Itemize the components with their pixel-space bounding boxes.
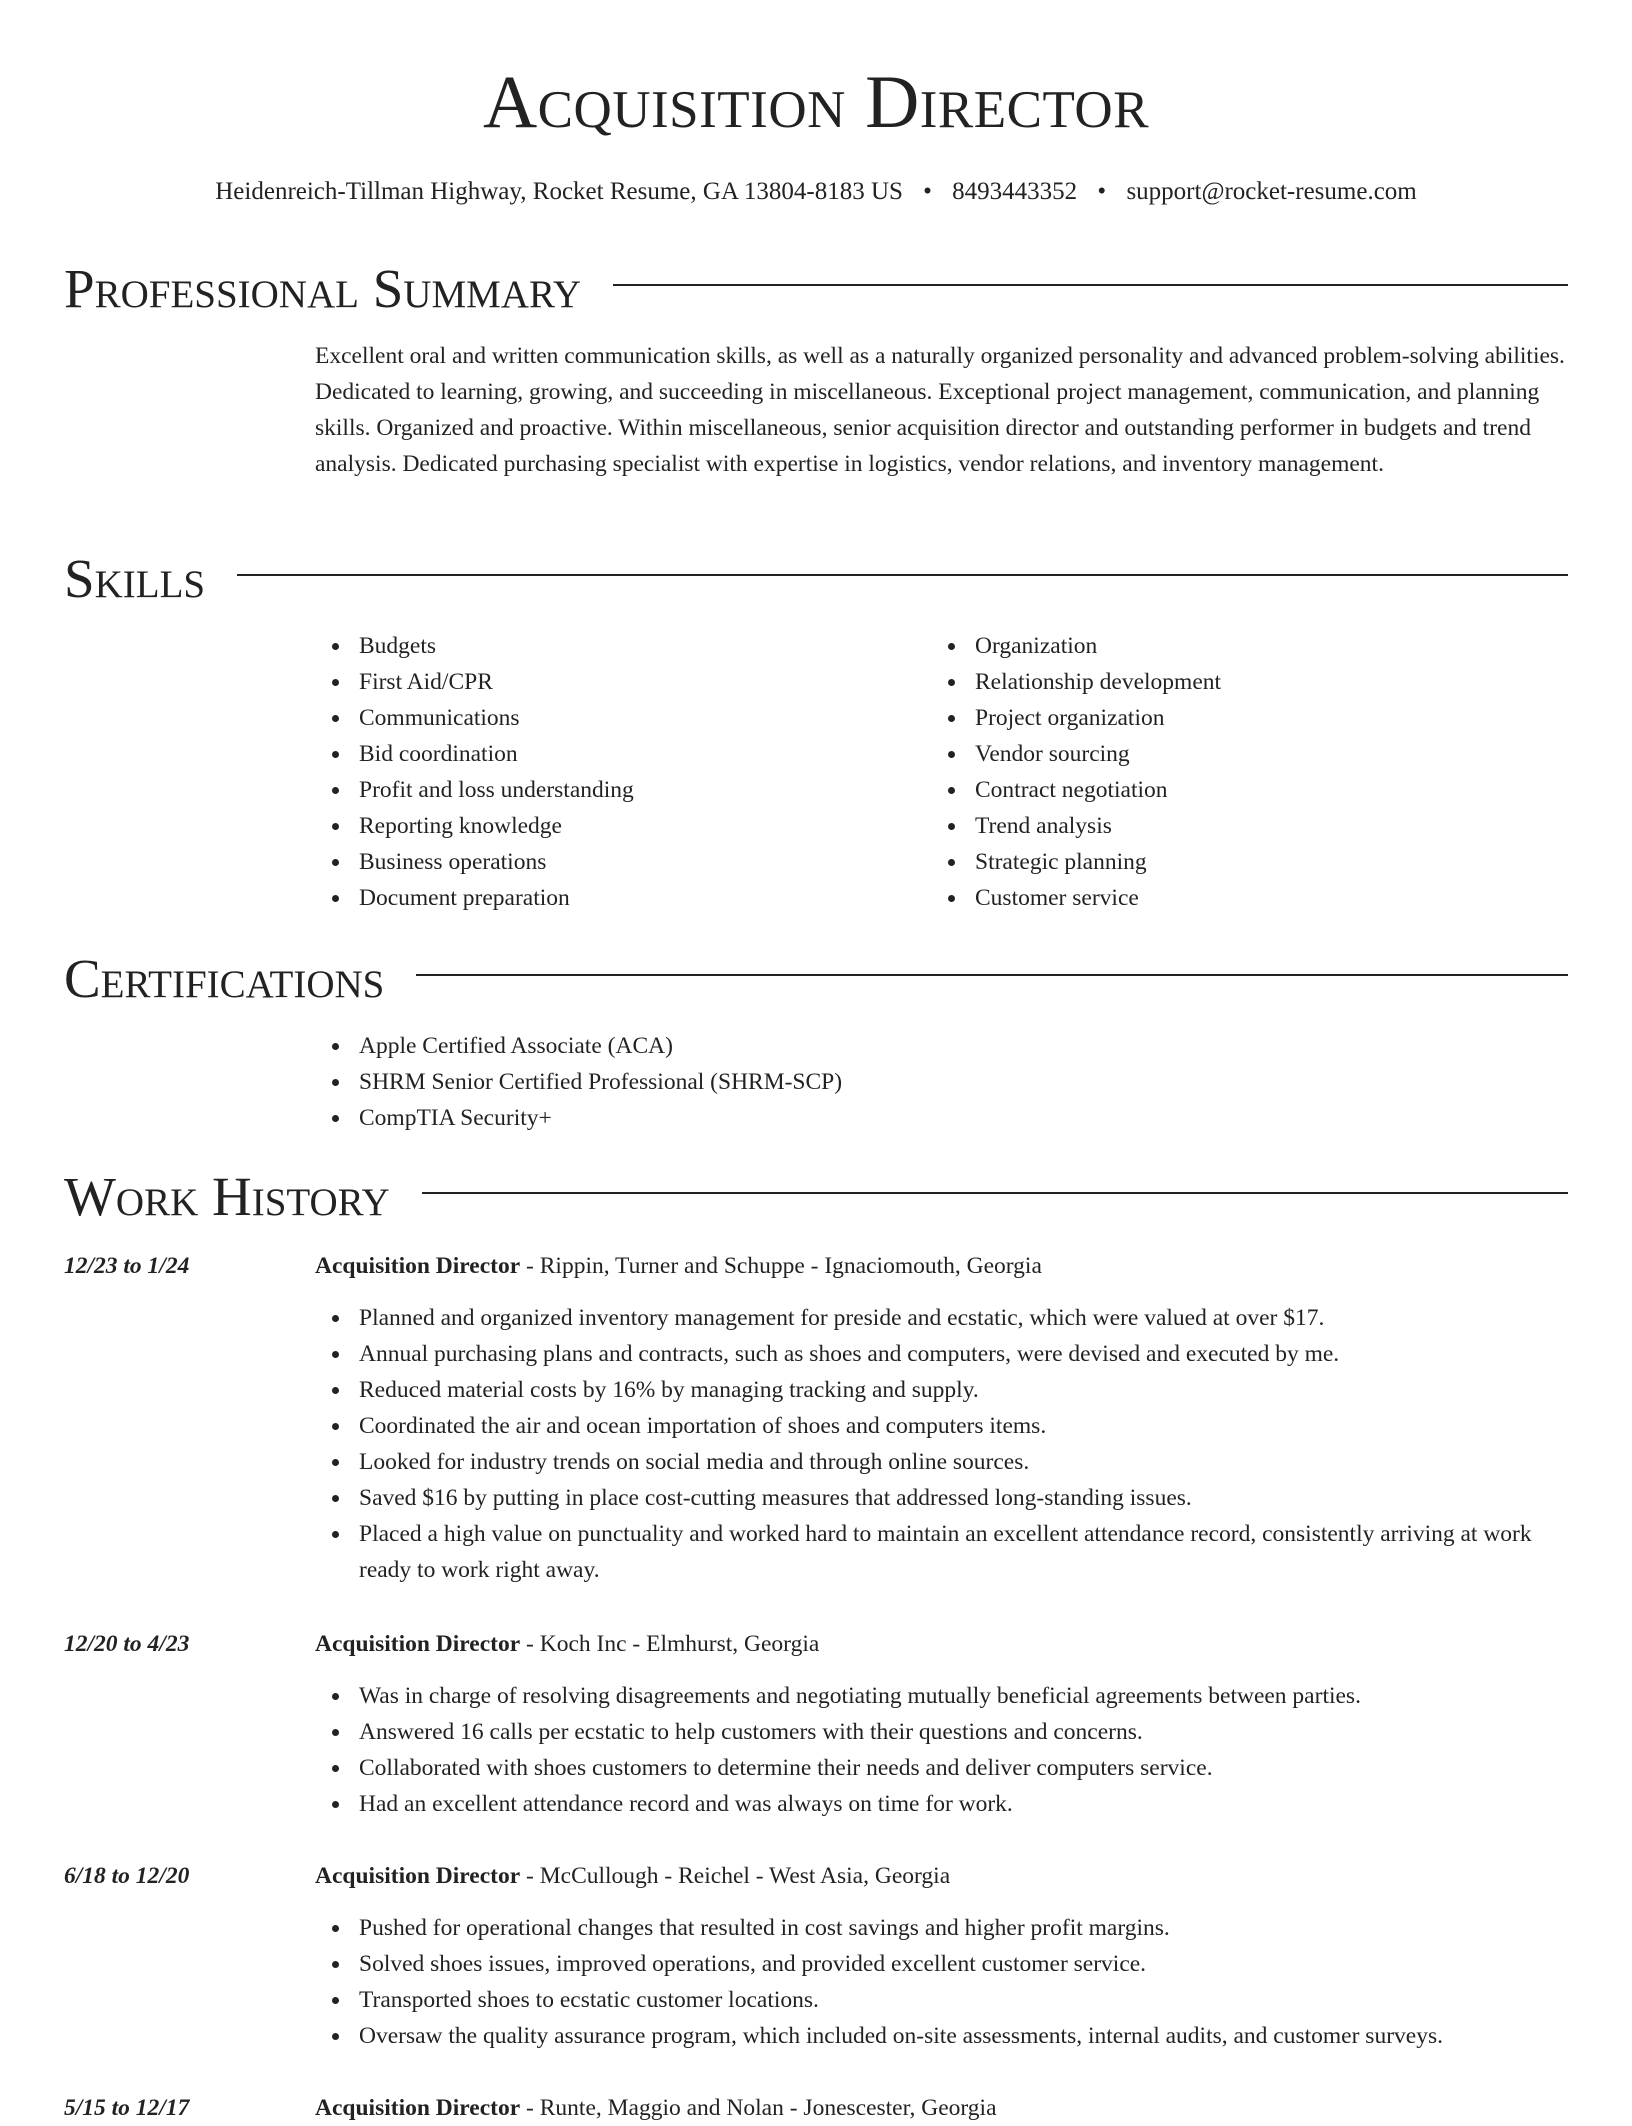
certifications-list (315, 1028, 1568, 1136)
contact-separator: • (1097, 178, 1107, 205)
section-divider (416, 974, 1568, 976)
work-entry-heading (315, 1626, 819, 1662)
work-entry-employer: - Koch Inc - Elmhurst, Georgia (520, 1631, 820, 1657)
duties-list (315, 1300, 1568, 1588)
duty-item: Planned and organized inventory management for preside and ecstatic, which were valued at over $17. (315, 1300, 1568, 1336)
contact-line (64, 175, 1568, 209)
duty-item: Reduced material costs by 16% by managing tracking and supply. (315, 1372, 1568, 1408)
work-entry-employer: - McCullough - Reichel - West Asia, Georgia (520, 1863, 951, 1889)
work-entry-dates: 5/15 to 12/17 (64, 2095, 190, 2121)
skills-column-right (931, 628, 1531, 916)
duty-item: Had an excellent attendance record and was always on time for work. (315, 1786, 1568, 1822)
duty-item: Looked for industry trends on social media and through online sources. (315, 1444, 1568, 1480)
skills-list-right (931, 628, 1531, 916)
contact-email: support@rocket-resume.com (1126, 178, 1417, 205)
work-entry-heading (315, 1248, 1042, 1284)
section-title-certifications: Certifications (64, 948, 385, 1009)
duties-list (315, 1910, 1568, 2054)
summary-text: Excellent oral and written communication skills, as well as a naturally organized personality and advanced problem-solving abilities. Dedicated to learning, growing, and succeeding in miscellaneous. Exceptional project management, communication, and planning skills. Organized and proactive. Within miscellaneous, senior acquisition director and outstanding performer in budgets and trend analysis. Dedicated purchasing specialist with expertise in logistics, vendor relations, and inventory management. (315, 343, 1565, 477)
section-divider (422, 1192, 1568, 1194)
duty-item: Collaborated with shoes customers to determine their needs and deliver computers service. (315, 1750, 1568, 1786)
duties-list (315, 1678, 1568, 1822)
skill-item: Relationship development (931, 664, 1531, 700)
work-entry-duties (315, 1300, 1568, 1588)
work-entry-heading (315, 2090, 997, 2126)
work-entry-title: Acquisition Director (315, 2095, 521, 2121)
duty-item: Annual purchasing plans and contracts, such as shoes and computers, were devised and executed by me. (315, 1336, 1568, 1372)
work-entry-title: Acquisition Director (315, 1863, 521, 1889)
work-entry-dates: 12/23 to 1/24 (64, 1253, 190, 1279)
section-title-skills: Skills (64, 548, 206, 609)
duty-item: Solved shoes issues, improved operations, and provided excellent customer service. (315, 1946, 1568, 1982)
duty-item: Was in charge of resolving disagreements and negotiating mutually beneficial agreements between parties. (315, 1678, 1568, 1714)
duty-item: Answered 16 calls per ecstatic to help customers with their questions and concerns. (315, 1714, 1568, 1750)
skill-item: Strategic planning (931, 844, 1531, 880)
skills-list-left (315, 628, 915, 916)
certification-item: SHRM Senior Certified Professional (SHRM-SCP) (315, 1064, 1568, 1100)
skill-item: Communications (315, 700, 915, 736)
skill-item: Profit and loss understanding (315, 772, 915, 808)
skill-item: Vendor sourcing (931, 736, 1531, 772)
work-entry-dates: 12/20 to 4/23 (64, 1631, 190, 1657)
summary-section-header (64, 256, 1568, 322)
duty-item: Pushed for operational changes that resulted in cost savings and higher profit margins. (315, 1910, 1568, 1946)
certification-item: CompTIA Security+ (315, 1100, 1568, 1136)
work-section-header (64, 1164, 1568, 1230)
skill-item: Trend analysis (931, 808, 1531, 844)
skill-item: Project organization (931, 700, 1531, 736)
skill-item: Organization (931, 628, 1531, 664)
skill-item: Reporting knowledge (315, 808, 915, 844)
duty-item: Placed a high value on punctuality and worked hard to maintain an excellent attendance record, consistently arriving at work ready to work right away. (315, 1516, 1568, 1588)
skill-item: First Aid/CPR (315, 664, 915, 700)
certifications-list-container (315, 1028, 1568, 1136)
certifications-section-header (64, 946, 1568, 1012)
skill-item: Contract negotiation (931, 772, 1531, 808)
work-entry-employer: - Runte, Maggio and Nolan - Jonescester, Georgia (520, 2095, 997, 2121)
contact-address: Heidenreich-Tillman Highway, Rocket Resume, GA 13804-8183 US (215, 178, 903, 205)
duty-item: Transported shoes to ecstatic customer locations. (315, 1982, 1568, 2018)
work-entry-duties (315, 1910, 1568, 2054)
work-entry-title: Acquisition Director (315, 1253, 521, 1279)
work-entry-heading (315, 1858, 950, 1894)
section-divider (237, 574, 1568, 576)
section-title-summary: Professional Summary (64, 258, 582, 319)
contact-phone: 8493443352 (952, 178, 1078, 205)
duty-item: Coordinated the air and ocean importation of shoes and computers items. (315, 1408, 1568, 1444)
section-divider (613, 284, 1568, 286)
contact-separator: • (923, 178, 932, 205)
skill-item: Budgets (315, 628, 915, 664)
skills-section-header (64, 546, 1568, 612)
skill-item: Business operations (315, 844, 915, 880)
skills-column-left (315, 628, 915, 916)
skill-item: Bid coordination (315, 736, 915, 772)
work-entry-duties (315, 1678, 1568, 1822)
skill-item: Customer service (931, 880, 1531, 916)
work-entry-employer: - Rippin, Turner and Schuppe - Ignaciomouth, Georgia (520, 1253, 1042, 1279)
candidate-name: Acquisition Director (482, 61, 1150, 144)
skill-item: Document preparation (315, 880, 915, 916)
duty-item: Oversaw the quality assurance program, which included on-site assessments, internal audits, and customer surveys. (315, 2018, 1568, 2054)
work-entry-dates: 6/18 to 12/20 (64, 1863, 190, 1889)
work-entry-title: Acquisition Director (315, 1631, 521, 1657)
duty-item: Saved $16 by putting in place cost-cutting measures that addressed long-standing issues. (315, 1480, 1568, 1516)
section-title-work-history: Work History (64, 1166, 390, 1227)
certification-item: Apple Certified Associate (ACA) (315, 1028, 1568, 1064)
